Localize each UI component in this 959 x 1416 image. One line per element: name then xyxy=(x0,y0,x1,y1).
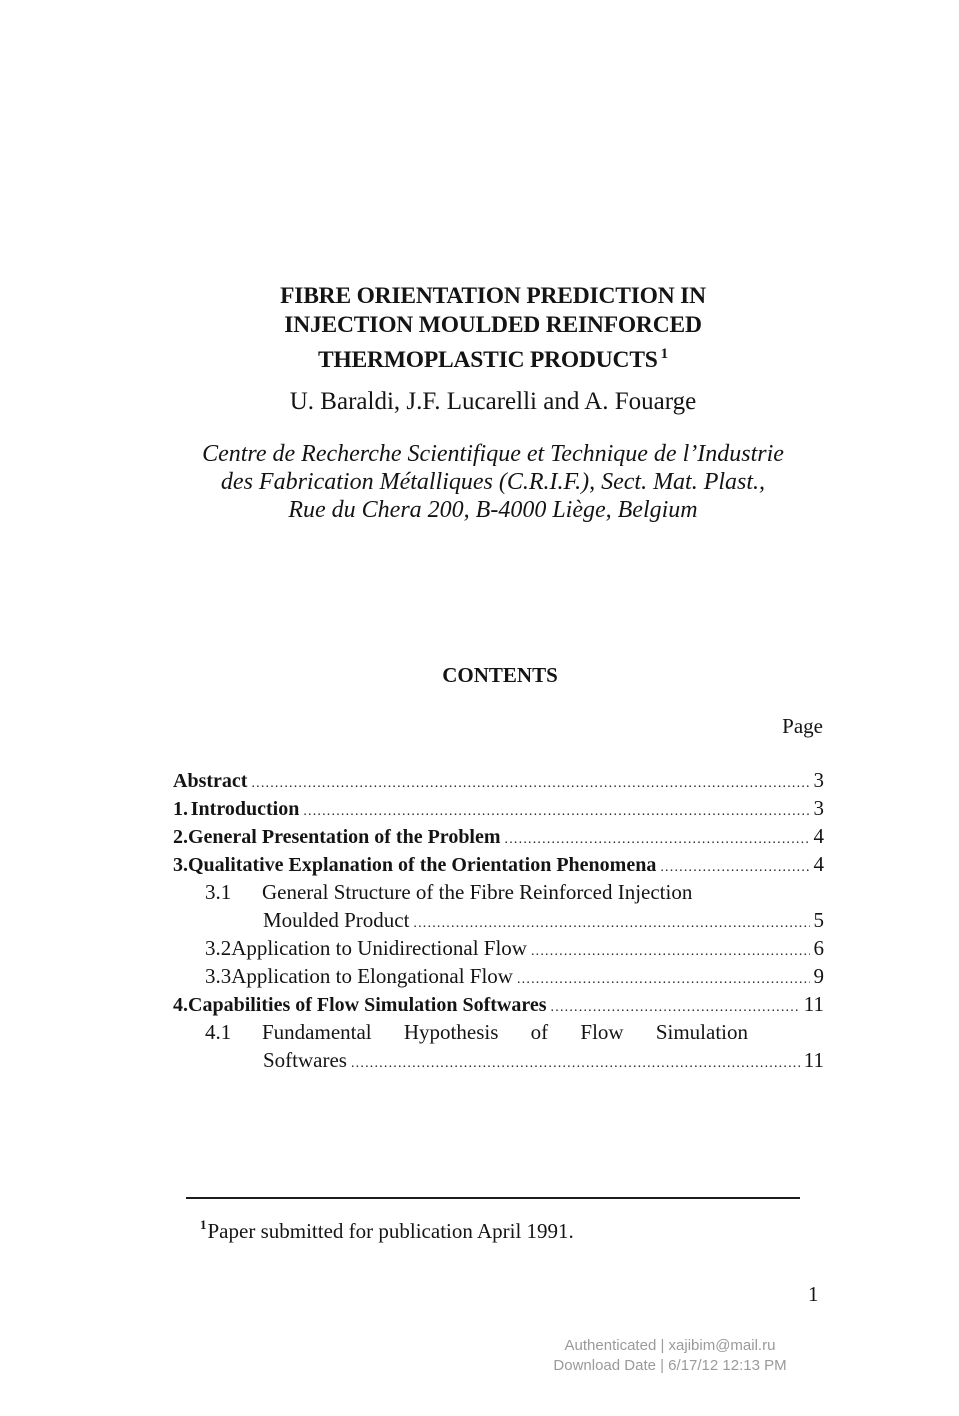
toc-entry-text: Abstract xyxy=(173,770,248,792)
toc-entry-capabilities[interactable] xyxy=(173,990,824,1018)
toc-entry-text: Application to Elongational Flow xyxy=(231,964,513,988)
watermark-authenticated: Authenticated | xajibim@mail.ru xyxy=(564,1337,776,1354)
footnote-divider xyxy=(186,1197,800,1199)
toc-entry-4-1-number: 4.1 xyxy=(205,1020,232,1044)
toc-entry-page: 4 xyxy=(813,852,824,876)
toc-entry-3-3[interactable] xyxy=(205,962,824,990)
toc-entry-page: 9 xyxy=(813,964,824,988)
toc-entry-3-1-number: 3.1 xyxy=(205,880,232,904)
toc-entry-number: 3.3 xyxy=(205,964,232,988)
watermark-download-date: Download Date | 6/17/12 12:13 PM xyxy=(553,1357,787,1374)
toc-entry-3-2[interactable] xyxy=(205,934,824,962)
toc-entry-text: General Presentation of the Problem xyxy=(188,826,501,848)
toc-entry-number: 4. xyxy=(173,994,188,1016)
toc-entry-page: 4 xyxy=(813,824,824,848)
title-line-3-text: THERMOPLASTIC PRODUCTS xyxy=(318,347,658,373)
contents-heading: CONTENTS xyxy=(442,663,558,687)
toc-entry-page: 6 xyxy=(813,936,824,960)
affiliation-line-3: Rue du Chera 200, B-4000 Liège, Belgium xyxy=(288,497,698,523)
toc-entry-number: 3. xyxy=(173,854,188,876)
title-footnote-mark: 1 xyxy=(660,346,668,362)
footnote-mark: 1 xyxy=(200,1217,207,1232)
toc-entry-abstract[interactable] xyxy=(173,766,824,794)
footnote xyxy=(200,1211,574,1245)
toc-entry-3-1-continuation[interactable] xyxy=(263,906,824,934)
toc-entry-text: Introduction xyxy=(190,798,300,820)
title-line-1: FIBRE ORIENTATION PREDICTION IN xyxy=(280,283,706,309)
footnote-text: Paper submitted for publication April 1991. xyxy=(207,1219,574,1243)
page-number: 1 xyxy=(808,1282,819,1306)
authors: U. Baraldi, J.F. Lucarelli and A. Fouarge xyxy=(289,388,697,415)
toc-entry-4-1-text-line1[interactable]: Fundamental Hypothesis of Flow Simulation xyxy=(262,1020,748,1044)
toc-entry-page: 3 xyxy=(813,796,824,820)
toc-leader-dots xyxy=(351,1050,800,1078)
affiliation-line-1: Centre de Recherche Scientifique et Technique de l’Industrie xyxy=(202,441,784,467)
toc-entry-4-1-continuation[interactable] xyxy=(263,1046,824,1074)
toc-entry-general-presentation[interactable] xyxy=(173,822,824,850)
toc-entry-number: 3.2 xyxy=(205,936,232,960)
page-column-label: Page xyxy=(782,714,823,738)
toc-entry-text: Moulded Product xyxy=(263,908,410,932)
toc-entry-3-1-text-line1[interactable]: General Structure of the Fibre Reinforced Injection xyxy=(262,880,693,904)
title-line-3 xyxy=(0,340,959,375)
toc-entry-page: 5 xyxy=(813,908,824,932)
title-line-2: INJECTION MOULDED REINFORCED xyxy=(284,312,702,338)
affiliation-line-2: des Fabrication Métalliques (C.R.I.F.), Sect. Mat. Plast., xyxy=(220,469,766,495)
toc-entry-text: Softwares xyxy=(263,1048,347,1072)
toc-entry-qualitative-explanation[interactable] xyxy=(173,850,824,878)
toc-entry-page: 3 xyxy=(813,768,824,792)
toc-entry-text: Capabilities of Flow Simulation Softwares xyxy=(188,994,547,1016)
toc-entry-introduction[interactable] xyxy=(173,794,824,822)
toc-entry-page: 11 xyxy=(803,1048,824,1072)
toc-entry-text: Qualitative Explanation of the Orientation Phenomena xyxy=(188,854,657,876)
toc-entry-number: 1. xyxy=(173,798,188,820)
toc-entry-page: 11 xyxy=(803,992,824,1016)
toc-entry-text: Application to Unidirectional Flow xyxy=(231,936,527,960)
toc-entry-number: 2. xyxy=(173,826,188,848)
